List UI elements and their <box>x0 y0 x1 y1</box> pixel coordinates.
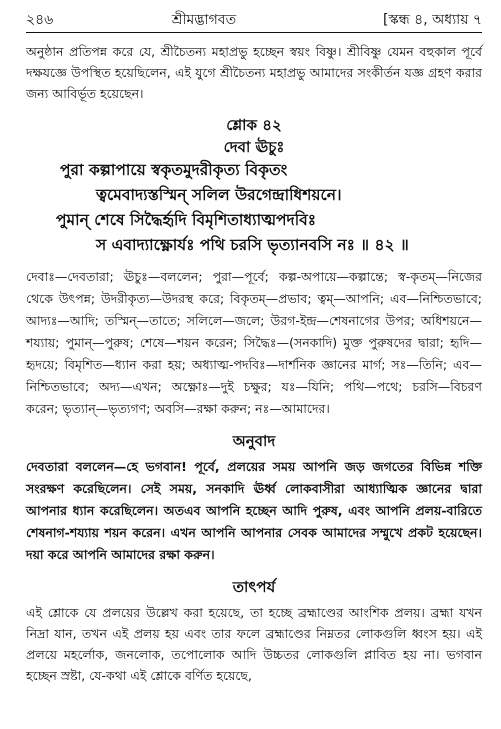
book-title: শ্রীমদ্ভাগবত <box>171 12 237 28</box>
canto-reference: [স্কন্ধ ৪, অধ্যায় ৭ <box>383 12 482 28</box>
page-number: ২৪৬ <box>26 12 54 28</box>
intro-paragraph: অনুষ্ঠান প্রতিপন্ন করে যে, শ্রীচৈতন্য মহাপ্রভু হচ্ছেন স্বয়ং বিষ্ণু। শ্রীবিষ্ণু যেমন বহুকাল পূর্বে দক্ষযজ্ঞে উপস্থিত হয়েছিলেন, এই যুগে শ্রীচৈতন্য মহাপ্রভু আমাদের সংকীর্তন যজ্ঞ গ্রহণ করার জন্য আবির্ভূত হয়েছেন। <box>26 44 482 101</box>
translation-paragraph: দেবতারা বললেন—হে ভগবান! পূর্বে, প্রলয়ের সময় আপনি জড় জগতের বিভিন্ন শক্তি সংরক্ষণ করেছিলেন। সেই সময়, সনকাদি ঊর্ধ্ব লোকবাসীরা আধ্যাত্মিক জ্ঞানের দ্বারা আপনার ধ্যান করেছিলেন। অতএব আপনি হচ্ছেন আদি পুরুষ, এবং আপনি প্রলয়-বারিতে শেষনাগ-শয্যায় শয়ন করেন। এখন আপনি আপনার সেবক আমাদের সম্মুখে প্রকট হয়েছেন। দয়া করে আপনি আমাদের রক্ষা করুন। <box>26 459 482 562</box>
verse-speaker: দেবা ঊচুঃ <box>223 138 285 156</box>
verse-line: পুমান্ শেষে সিদ্ধৈর্হৃদি বিমৃশিতাধ্যাত্মপদবিঃ <box>56 211 317 229</box>
verse-line: ত্বমেবাদ্যস্তস্মিন্ সলিল উরগেন্দ্রাধিশয়নে। <box>96 186 342 204</box>
translation-heading: অনুবাদ <box>232 432 276 450</box>
page-header <box>26 8 482 30</box>
verse-line: স এবাদ্যাক্ষ্ণোর্যঃ পথি চরসি ভৃত্যানবসি নঃ ॥ ৪২ ॥ <box>96 236 409 254</box>
purport-heading: তাৎপর্য <box>232 578 276 596</box>
verse-number: শ্লোক ৪২ <box>226 116 282 134</box>
synonyms-paragraph: দেবাঃ—দেবতারা; ঊচুঃ—বললেন; পুরা—পূর্বে; কল্প-অপায়ে—কল্পান্তে; স্ব-কৃতম্—নিজের থেকে উৎপন্ন; উদরীকৃত্য—উদরস্থ করে; বিকৃতম্—প্রভাব; ত্বম্—আপনি; এব—নিশ্চিতভাবে; আদ্যঃ—আদি; তস্মিন্—তাতে; সলিলে—জলে; উরগ-ইন্দ্র—শেষনাগের উপর; অধিশয়নে—শয্যায়; পুমান্—পুরুষ; শেষে—শয়ন করেন; সিদ্ধৈঃ—(সনকাদি) মুক্ত পুরুষদের দ্বারা; হৃদি—হৃদয়ে; বিমৃশিত—ধ্যান করা হয়; অধ্যাত্ম-পদবিঃ—দার্শনিক জ্ঞানের মার্গ; সঃ—তিনি; এব—নিশ্চিতভাবে; অদ্য—এখন; অক্ষ্ণোঃ—দুই চক্ষুর; যঃ—যিনি; পথি—পথে; চরসি—বিচরণ করেন; ভৃত্যান্—ভৃত্যগণ; অবসি—রক্ষা করুন; নঃ—আমাদের। <box>26 269 482 416</box>
verse-line: পুরা কল্পাপায়ে স্বকৃতমুদরীকৃত্য বিকৃতং <box>60 161 288 179</box>
purport-paragraph: এই শ্লোকে যে প্রলয়ের উল্লেখ করা হয়েছে, তা হচ্ছে ব্রহ্মাণ্ডের আংশিক প্রলয়। ব্রহ্মা যখন নিদ্রা যান, তখন এই প্রলয় হয় এবং তার ফলে ব্রহ্মাণ্ডের নিম্নতর লোকগুলি ধ্বংস হয়। এই প্রলয়ে মহর্লোক, জনলোক, তপোলোক আদি উচ্চতর লোকগুলি প্লাবিত হয় না। ভগবান হচ্ছেন স্রষ্টা, যে-কথা এই শ্লোকে বর্ণিত হয়েছে, <box>26 605 482 683</box>
header-divider <box>26 32 482 33</box>
page <box>26 8 482 686</box>
